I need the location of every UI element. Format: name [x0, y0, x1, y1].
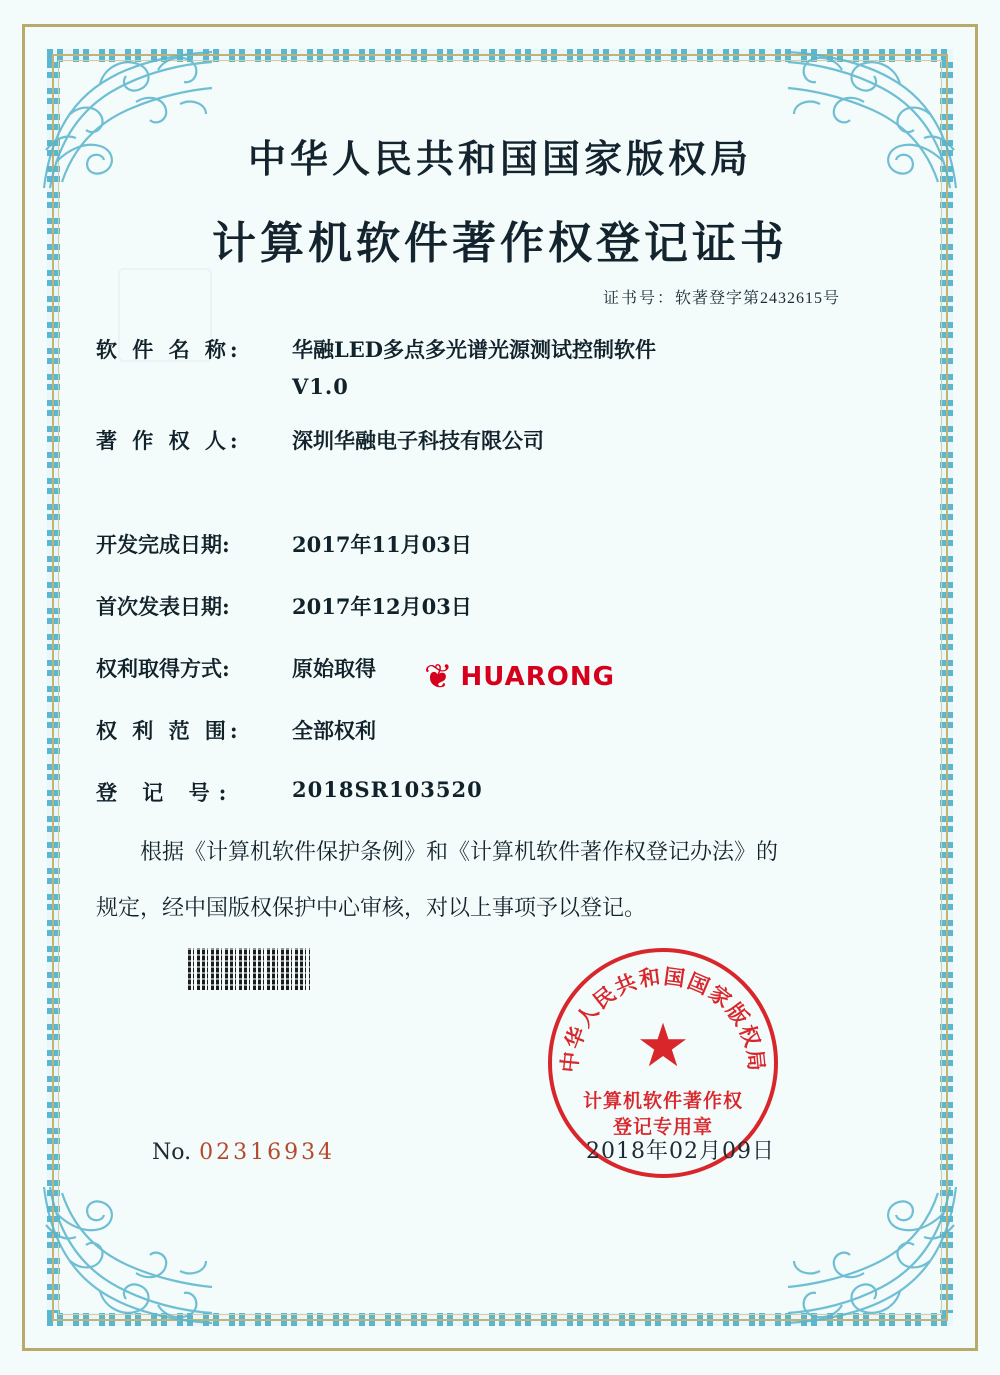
- huarong-logo: [424, 657, 615, 697]
- certificate-number-value: 软著登字第2432615号: [674, 290, 840, 307]
- certificate-number-line: [96, 285, 904, 308]
- barcode-overlay: [188, 948, 310, 990]
- field-software-name: [96, 334, 904, 364]
- field-label: 软 件 名 称:: [96, 337, 242, 362]
- field-value: 2017年11月03日: [292, 532, 472, 557]
- seal-date: 2018年02月09日: [586, 1139, 775, 1164]
- field-rights-scope: [96, 715, 904, 745]
- field-value: 原始取得: [292, 656, 376, 681]
- huarong-wordmark: HUARONG: [460, 662, 615, 692]
- field-value: 深圳华融电子科技有限公司: [292, 428, 544, 453]
- field-label: 权利取得方式:: [96, 656, 230, 681]
- statement-line-1: 根据《计算机软件保护条例》和《计算机软件著作权登记办法》的: [140, 840, 779, 865]
- field-development-date: [96, 529, 904, 559]
- field-label: 首次发表日期:: [96, 594, 230, 619]
- certificate-content: [96, 128, 904, 937]
- certificate-title: 计算机软件著作权登记证书: [212, 218, 788, 269]
- statement-paragraph: [96, 825, 904, 937]
- field-copyright-owner: [96, 425, 904, 455]
- field-value: 2018SR103520: [292, 777, 483, 802]
- issuer-title: 中华人民共和国国家版权局: [247, 136, 752, 181]
- corner-flourish-bottom-left: [40, 1183, 215, 1333]
- seal-line-2: 登记专用章: [612, 1116, 713, 1138]
- field-label: 登 记 号:: [96, 780, 236, 805]
- certificate-number-label: 证书号：: [602, 290, 675, 307]
- document-number-label: No.: [152, 1140, 192, 1165]
- svg-text:中华人民共和国国家版权局: 中华人民共和国国家版权局: [556, 963, 770, 1074]
- field-value: 全部权利: [292, 718, 376, 743]
- document-number: [152, 1140, 335, 1165]
- field-value: 2017年12月03日: [292, 594, 472, 619]
- document-number-value: 02316934: [199, 1140, 336, 1165]
- huarong-mark-icon: ❦: [424, 657, 453, 697]
- field-software-version: V1.0: [292, 374, 349, 399]
- statement-line-2: 规定，经中国版权保护中心审核，对以上事项予以登记。: [96, 896, 647, 921]
- seal-line-1: 计算机软件著作权: [582, 1090, 743, 1112]
- field-first-publish-date: [96, 591, 904, 621]
- field-registration-number: [96, 777, 904, 807]
- field-value: 华融LED多点多光谱光源测试控制软件: [292, 337, 656, 362]
- seal-star-icon: ★: [636, 1011, 690, 1081]
- field-label: 著 作 权 人:: [96, 428, 242, 453]
- corner-flourish-bottom-right: [785, 1183, 960, 1333]
- field-label: 开发完成日期:: [96, 532, 230, 557]
- field-label: 权 利 范 围:: [96, 718, 242, 743]
